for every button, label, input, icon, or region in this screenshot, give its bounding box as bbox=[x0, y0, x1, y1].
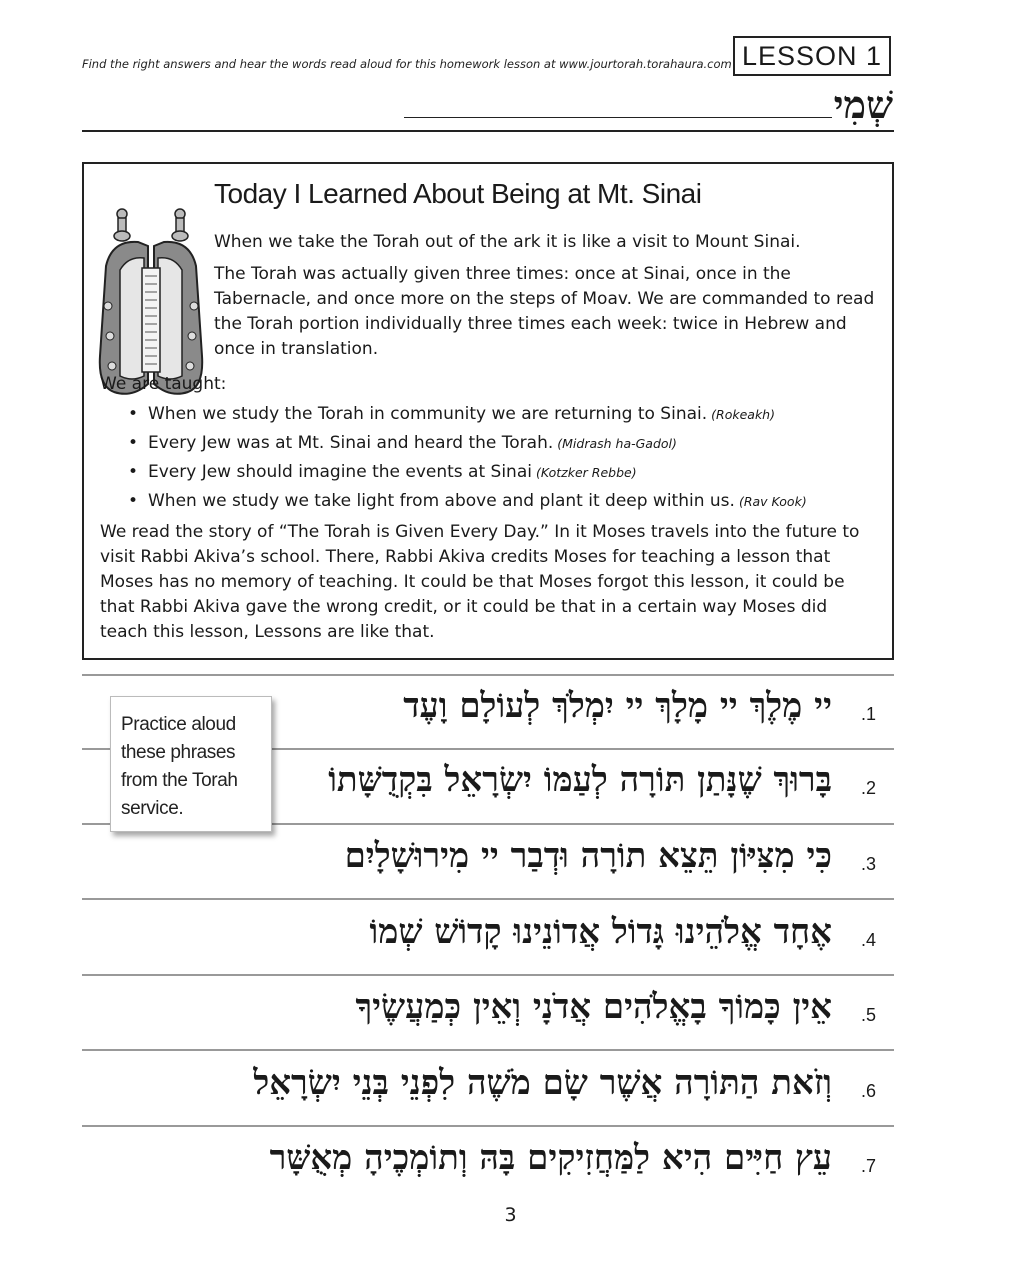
hebrew-phrase: וְזֹאת הַתּוֹרָה אֲשֶׁר שָׂם מֹשֶׁה לִפְנֵי בְּנֵי יִשְׂרָאֵל bbox=[253, 1063, 832, 1103]
hebrew-phrase: יי מֶלֶךְ יי מָלָךְ יי יִמְלֹךְ לְעוֹלָם וָעֶד bbox=[403, 686, 832, 726]
teachings-list bbox=[124, 400, 807, 516]
source-citation: (Rokeakh) bbox=[711, 407, 775, 422]
row-divider bbox=[82, 898, 894, 900]
info-box-title: Today I Learned About Being at Mt. Sinai bbox=[214, 178, 702, 209]
practice-callout: Practice aloud these phrases from the Torah service. bbox=[110, 696, 272, 832]
header-note: Find the right answers and hear the words read aloud for this homework lesson at www.jourtorah.torahaura.com bbox=[82, 57, 732, 71]
row-divider bbox=[82, 674, 894, 676]
source-citation: (Rav Kook) bbox=[738, 494, 807, 509]
phrase-number: .6 bbox=[860, 1081, 876, 1101]
list-item: • Every Jew was at Mt. Sinai and heard the Torah. (Midrash ha-Gadol) bbox=[124, 429, 807, 458]
info-box bbox=[82, 162, 894, 660]
row-divider bbox=[82, 1125, 894, 1127]
phrase-number: .3 bbox=[860, 854, 876, 874]
phrase-number: .4 bbox=[860, 930, 876, 950]
phrase-number: .1 bbox=[860, 704, 876, 724]
phrase-row bbox=[82, 1132, 894, 1207]
source-citation: (Midrash ha-Gadol) bbox=[557, 436, 677, 451]
page-number: 3 bbox=[504, 1204, 517, 1226]
list-item: • When we study we take light from above and plant it deep within us. (Rav Kook) bbox=[124, 487, 807, 516]
hebrew-phrase: אֵין כָּמוֹךָ בָאֱלֹהִים אֲדֹנָי וְאֵין כְּמַעֲשֶׂיךָ bbox=[355, 987, 832, 1027]
name-label: שְׁמִי bbox=[833, 82, 893, 127]
phrase-number: .7 bbox=[860, 1156, 876, 1176]
row-divider bbox=[82, 974, 894, 976]
phrase-row bbox=[82, 1057, 894, 1132]
phrase-row bbox=[82, 981, 894, 1056]
phrase-row bbox=[82, 906, 894, 981]
phrase-row bbox=[82, 830, 894, 905]
header-divider bbox=[82, 130, 894, 132]
hebrew-phrase: כִּי מִצִּיּוֹן תֵּצֵא תוֹרָה וּדְבַר יי מִירוּשָׁלָיִם bbox=[344, 836, 832, 876]
hebrew-phrase: עֵץ חַיִּים הִיא לַמַּחֲזִיקִים בָּהּ וְתוֹמְכֶיהָ מְאֻשָּׁר bbox=[269, 1138, 832, 1178]
phrase-number: .5 bbox=[860, 1005, 876, 1025]
intro-paragraph: When we take the Torah out of the ark it is like a visit to Mount Sinai. bbox=[214, 232, 801, 252]
list-item: • Every Jew should imagine the events at Sinai (Kotzker Rebbe) bbox=[124, 458, 807, 487]
name-blank-line[interactable] bbox=[404, 117, 832, 118]
lesson-label: LESSON 1 bbox=[733, 36, 891, 76]
hebrew-phrase: אֶחָד אֱלֹהֵינוּ גָּדוֹל אֲדוֹנֵינוּ קָדוֹשׁ שְׁמוֹ bbox=[369, 912, 832, 952]
phrase-number: .2 bbox=[860, 778, 876, 798]
row-divider bbox=[82, 1049, 894, 1051]
list-item: • When we study the Torah in community we are returning to Sinai. (Rokeakh) bbox=[124, 400, 807, 429]
torah-given-paragraph: The Torah was actually given three times: once at Sinai, once in the Tabernacle, and once more on the steps of Moav. We are commanded to read the Torah portion individually three times each week: twice in Hebrew and once in translation. bbox=[214, 264, 875, 359]
hebrew-phrase: בָּרוּךְ שֶׁנָּתַן תּוֹרָה לְעַמּוֹ יִשְׂרָאֵל בִּקְדֻשָּׁתוֹ bbox=[328, 760, 832, 800]
taught-intro: We are taught: bbox=[100, 374, 227, 394]
story-paragraph: We read the story of “The Torah is Given Every Day.” In it Moses travels into the future to visit Rabbi Akiva’s school. There, Rabbi Akiva credits Moses for teaching a lesson that Moses has no memory of teaching. It could be that Moses forgot this lesson, it could be that Rabbi Akiva gave the wrong credit, or it could be that in a certain way Moses did teach this lesson, Lessons are like that. bbox=[100, 522, 860, 642]
source-citation: (Kotzker Rebbe) bbox=[535, 465, 637, 480]
